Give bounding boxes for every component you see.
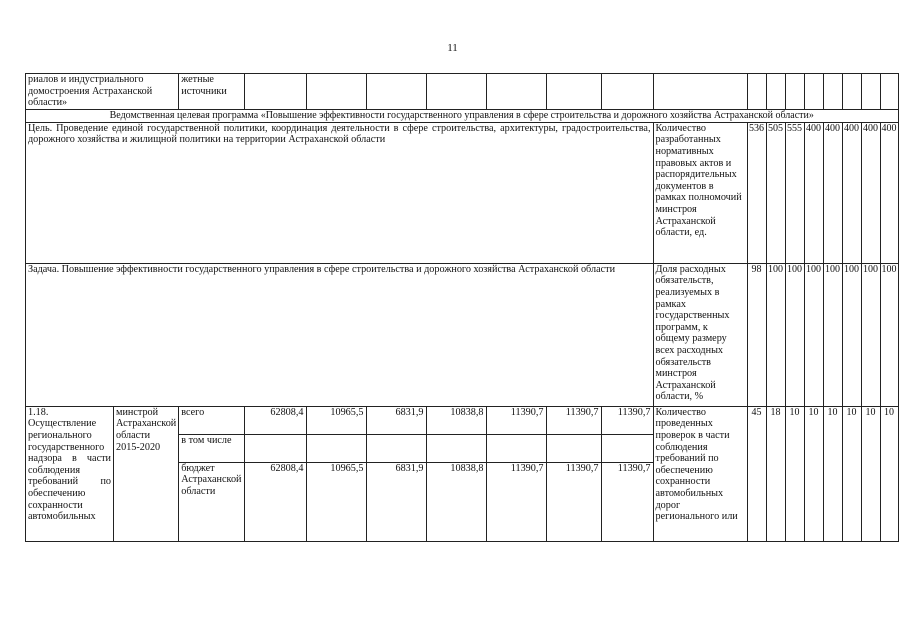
goal-indicator: Количество разработанных нормативных правовых актов и распорядительных документов в рамках полномочий минстроя Астраханской области, ед.: [653, 122, 747, 263]
amount-cell: [486, 434, 546, 462]
amount-cell: 10965,5: [306, 406, 366, 434]
goal-value: 400: [823, 122, 842, 263]
measure-value: 10: [842, 406, 861, 541]
table-row: [26, 263, 899, 406]
task-value: 100: [804, 263, 823, 406]
table-row: [26, 406, 899, 434]
amount-cell: [426, 434, 486, 462]
program-title: Ведомственная целевая программа «Повышение эффективности государственного управления в сфере строительства и дорожного хозяйства Астраханской области»: [26, 109, 899, 122]
task-value: 98: [747, 263, 766, 406]
source-cell: жетные источники: [179, 74, 244, 110]
amount-cell: [601, 434, 653, 462]
amount-cell: [306, 434, 366, 462]
amount-cell: 10838,8: [426, 406, 486, 434]
measure-value: 10: [880, 406, 898, 541]
task-text: Задача. Повышение эффективности государственного управления в сфере строительства и дорожного хозяйства Астраханской области: [26, 263, 654, 406]
task-value: 100: [785, 263, 804, 406]
goal-value: 400: [804, 122, 823, 263]
amount-cell: 11390,7: [601, 462, 653, 541]
table-row: [26, 109, 899, 122]
measure-name: 1.18. Осуществление регионального государственного надзора в части соблюдения требований по обеспечению сохранности автомобильных: [26, 406, 114, 541]
measure-value: 18: [766, 406, 785, 541]
measure-indicator: Количество проведенных проверок в части соблюдения требований по обеспечению сохранности автомобильных дорог регионального или: [653, 406, 747, 541]
goal-value: 400: [861, 122, 880, 263]
goal-value: 400: [880, 122, 898, 263]
measure-name-cell: риалов и индустриального домостроения Астраханской области»: [26, 74, 179, 110]
amount-cell: 10965,5: [306, 462, 366, 541]
goal-value: 505: [766, 122, 785, 263]
task-value: 100: [880, 263, 898, 406]
task-value: 100: [842, 263, 861, 406]
amount-cell: 62808,4: [244, 462, 306, 541]
amount-cell: 11390,7: [486, 462, 546, 541]
source-cell: всего: [179, 406, 244, 434]
measure-value: 10: [804, 406, 823, 541]
amount-cell: 11390,7: [601, 406, 653, 434]
goal-text: Цель. Проведение единой государственной политики, координация деятельности в сфере строительства, архитектуры, градостроительства, дорожного хозяйства и жилищной политики на территории Астраханской области: [26, 122, 654, 263]
amount-cell: 62808,4: [244, 406, 306, 434]
amount-cell: [546, 434, 601, 462]
source-cell: в том числе: [179, 434, 244, 462]
program-table: [25, 73, 899, 542]
amount-cell: 6831,9: [366, 462, 426, 541]
task-value: 100: [823, 263, 842, 406]
amount-cell: [244, 434, 306, 462]
goal-value: 536: [747, 122, 766, 263]
amount-cell: 11390,7: [546, 406, 601, 434]
goal-value: 400: [842, 122, 861, 263]
table-row: [26, 74, 899, 110]
measure-value: 45: [747, 406, 766, 541]
task-indicator: Доля расходных обязательств, реализуемых в рамках государственных программ, к общему размеру всех расходных обязательств минстроя Астраханской области, %: [653, 263, 747, 406]
table-row: [26, 122, 899, 263]
measure-value: 10: [823, 406, 842, 541]
amount-cell: 10838,8: [426, 462, 486, 541]
amount-cell: 11390,7: [486, 406, 546, 434]
task-value: 100: [861, 263, 880, 406]
measure-value: 10: [785, 406, 804, 541]
amount-cell: 11390,7: [546, 462, 601, 541]
amount-cell: [366, 434, 426, 462]
measure-executor: минстрой Астраханской области 2015-2020: [114, 406, 179, 541]
measure-value: 10: [861, 406, 880, 541]
source-cell: бюджет Астраханской области: [179, 462, 244, 541]
page-number: 11: [447, 42, 458, 54]
goal-value: 555: [785, 122, 804, 263]
task-value: 100: [766, 263, 785, 406]
amount-cell: 6831,9: [366, 406, 426, 434]
